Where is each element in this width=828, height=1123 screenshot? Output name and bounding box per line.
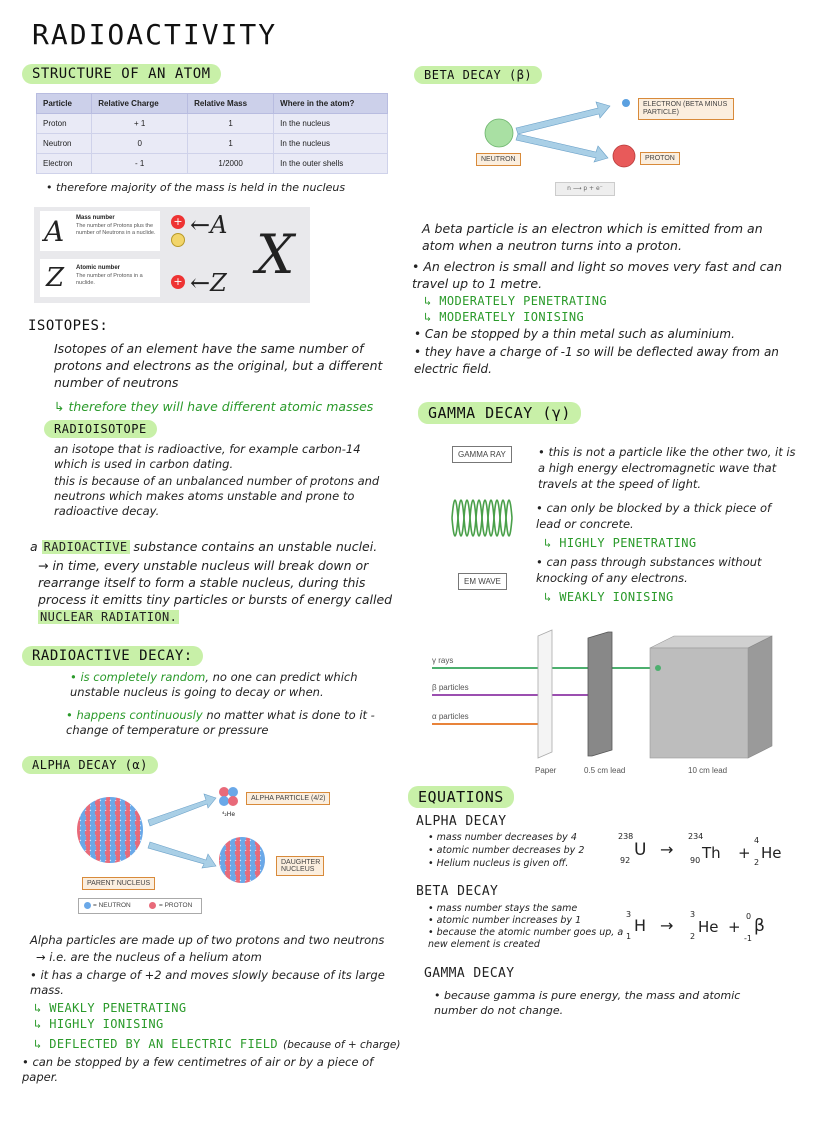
beta-moderately-penetrating: ↳ MODERATELY PENETRATING (424, 294, 607, 308)
eq-alpha-points (428, 831, 584, 870)
atomic-desc: The number of Protons in a nuclide. (76, 273, 143, 286)
alpha-deflected-label: ↳ DEFLECTED BY AN ELECTRIC FIELD (34, 1037, 278, 1051)
radioisotope-text-1: an isotope that is radioactive, for example carbon-14 which is used in carbon dating. (54, 442, 361, 471)
gamma-highly-penetrating: ↳ HIGHLY PENETRATING (544, 536, 697, 550)
gamma-heading: GAMMA DECAY (γ) (418, 402, 581, 424)
equations-heading: EQUATIONS (408, 786, 514, 808)
alpha-equation (616, 832, 796, 872)
atomic-letter: Z (46, 263, 65, 293)
eq-beta-points (428, 903, 624, 951)
arrow-down-icon (148, 842, 216, 868)
isotopes-heading: ISOTOPES: (22, 316, 114, 336)
table-cell: In the nucleus (274, 114, 388, 134)
element-x: X (256, 223, 295, 286)
beta-text-1: A beta particle is an electron which is emitted from an atom when a neutron turns into a proton. (422, 221, 763, 253)
ra-highlight: RADIOACTIVE (43, 540, 128, 554)
nucleus-legend (78, 898, 202, 914)
eq-num: 1 (626, 932, 632, 941)
table-header: Relative Charge (92, 94, 188, 114)
eq-symbol: He (761, 844, 782, 862)
unstable-nucleus-text (38, 557, 398, 626)
eq-symbol: U (634, 840, 647, 860)
beta-particles-label: β particles (432, 683, 469, 692)
table-cell: Neutron (37, 134, 92, 154)
daughter-nucleus-icon (219, 837, 265, 883)
alpha-weakly-penetrating: ↳ WEAKLY PENETRATING (34, 1001, 187, 1015)
table-cell: 1 (188, 114, 274, 134)
arrow-z: ←Z (190, 269, 227, 297)
eq-symbol: β (754, 916, 765, 936)
particle-table (36, 93, 388, 174)
alpha-deflected-note: (because of + charge) (283, 1039, 401, 1051)
radioisotope-heading: RADIOISOTOPE (44, 420, 157, 438)
eq-num: 90 (690, 856, 701, 865)
beta-equation (624, 910, 794, 950)
table-cell: 0 (92, 134, 188, 154)
proton-legend-label: = PROTON (159, 902, 193, 909)
proton-icon: + (171, 215, 185, 229)
eq-arrow: → (660, 916, 674, 935)
table-header: Relative Mass (188, 94, 274, 114)
mass-desc: The number of Protons plus the number of Neutrons in a nuclide. (76, 223, 156, 236)
decay-continuous-rest: no matter what is done to it - change of temperature or pressure (66, 708, 375, 737)
neutron-icon (485, 119, 513, 147)
alpha-highly-ionising: ↳ HIGHLY IONISING (34, 1017, 164, 1031)
mass-letter: A (44, 215, 65, 248)
nuclide-panel (34, 207, 310, 303)
isotopes-text: Isotopes of an element have the same number of protons and electrons as the original, but a different number of neutrons (54, 341, 383, 390)
eq-alpha-point: • atomic number decreases by 2 (428, 845, 585, 856)
neutron-legend-label: = NEUTRON (93, 902, 131, 909)
table-cell: In the nucleus (274, 134, 388, 154)
arrow-a: ←A (190, 211, 228, 239)
gamma-weakly-ionising: ↳ WEAKLY IONISING (544, 590, 674, 604)
table-cell: Electron (37, 154, 92, 174)
lead-05-label: 0.5 cm lead (584, 766, 626, 775)
eq-alpha-point: • Helium nucleus is given off. (428, 858, 569, 869)
beta-text-4: • they have a charge of -1 so will be deflected away from an electric field. (414, 345, 779, 376)
gamma-wave-icon (448, 478, 518, 558)
page-title: RADIOACTIVITY (32, 18, 278, 51)
table-cell: 1/2000 (188, 154, 274, 174)
table-row (37, 114, 388, 134)
gamma-stop-icon (655, 665, 661, 671)
eq-mass: 0 (746, 912, 752, 921)
table-header: Where in the atom? (274, 94, 388, 114)
alpha-text-4: • can be stopped by a few centimetres of air or by a piece of paper. (22, 1055, 374, 1084)
eq-beta-point: • atomic number increases by 1 (428, 915, 582, 926)
beta-equation-box: n ⟶ p + e⁻ (555, 182, 615, 196)
table-cell: + 1 (92, 114, 188, 134)
paper-sheet (538, 630, 552, 758)
proton-legend-icon (149, 902, 156, 909)
eq-num: 2 (754, 858, 760, 867)
parent-label: PARENT NUCLEUS (82, 877, 155, 890)
beta-text-2: • An electron is small and light so moves very fast and can travel up to 1 metre. (412, 259, 783, 291)
ra-prefix: a (30, 539, 38, 554)
penetration-diagram (428, 628, 788, 768)
alpha-heading: ALPHA DECAY (α) (22, 756, 158, 774)
decay-random: is completely random (80, 670, 206, 684)
eq-beta-heading: BETA DECAY (416, 884, 499, 899)
eq-num: 92 (620, 856, 631, 865)
ra-suffix: substance contains an unstable nuclei. (133, 539, 378, 554)
eq-num: 2 (690, 932, 696, 941)
alpha-text-1: Alpha particles are made up of two protons and two neutrons (30, 933, 385, 947)
eq-mass: 3 (626, 910, 632, 919)
table-cell: In the outer shells (274, 154, 388, 174)
beta-heading: BETA DECAY (β) (414, 66, 542, 84)
alpha-particle-label: ALPHA PARTICLE (4/2) (246, 792, 330, 805)
table-header-row (37, 94, 388, 114)
radioisotope-text-2: this is because of an unbalanced number of protons and neutrons which makes atoms unstable and prone to radioactive decay. (54, 474, 380, 518)
neutron-legend-icon (84, 902, 91, 909)
eq-beta-point: • because the atomic number goes up, a new element is created (428, 927, 624, 950)
eq-mass: 234 (688, 832, 704, 841)
eq-num: -1 (744, 934, 752, 943)
radioactive-line (30, 538, 420, 556)
electron-label: ELECTRON (BETA MINUS PARTICLE) (638, 98, 734, 120)
decay-heading: RADIOACTIVE DECAY: (22, 646, 203, 666)
gamma-text-2: • can only be blocked by a thick piece of lead or concrete. (536, 501, 772, 531)
proton-icon (613, 145, 635, 167)
eq-symbol: H (634, 916, 647, 935)
em-wave-label: EM WAVE (458, 573, 507, 590)
table-row (37, 154, 388, 174)
time-text: → in time, every unstable nucleus will break down or rearrange itself to form a stable nucleus, during this process it emitts tiny particles or bursts of energy called (38, 558, 393, 607)
mass-title: Mass number (76, 215, 115, 221)
parent-nucleus-icon (77, 797, 143, 863)
table-row (37, 134, 388, 154)
alpha-particles-label: α particles (432, 712, 469, 721)
mass-note: • therefore majority of the mass is held in the nucleus (46, 181, 346, 194)
alpha-particle-icon (219, 787, 238, 806)
lead-10-front (650, 648, 748, 758)
eq-symbol: Th (702, 844, 721, 862)
eq-beta-point: • mass number stays the same (428, 903, 578, 914)
proton-icon: + (171, 275, 185, 289)
paper-label: Paper (535, 766, 557, 775)
lead-10-label: 10 cm lead (688, 766, 728, 775)
nuclear-radiation: NUCLEAR RADIATION. (40, 610, 178, 624)
alpha-text-3: • it has a charge of +2 and moves slowly because of its large mass. (30, 968, 385, 997)
daughter-label: DAUGHTER NUCLEUS (276, 856, 324, 876)
arrow-down-icon (516, 134, 608, 162)
eq-gamma-text: • because gamma is pure energy, the mass and atomic number do not change. (434, 989, 741, 1017)
electron-icon (622, 99, 630, 107)
atomic-title: Atomic number (76, 265, 121, 271)
alpha-text-2: → i.e. are the nucleus of a helium atom (36, 950, 262, 964)
eq-mass: 3 (690, 910, 696, 919)
neutron-label: NEUTRON (476, 153, 521, 166)
structure-heading: STRUCTURE OF AN ATOM (22, 64, 221, 84)
decay-continuous: happens continuously (76, 708, 203, 722)
helium-label: ⁴₂He (222, 811, 236, 818)
lead-05-sheet (588, 632, 612, 756)
arrow-up-icon (516, 102, 610, 134)
table-cell: 1 (188, 134, 274, 154)
alpha-deflected (34, 1033, 414, 1054)
eq-mass: 4 (754, 836, 760, 845)
gamma-text-3: • can pass through substances without knocking of any electrons. (536, 555, 762, 585)
eq-alpha-heading: ALPHA DECAY (416, 814, 507, 829)
table-cell: Proton (37, 114, 92, 134)
beta-text-3: • Can be stopped by a thin metal such as aluminium. (414, 327, 735, 341)
decay-point-1: • is completely random, no one can predict which unstable nucleus is going to decay or when. (70, 670, 358, 699)
decay-random-rest: , no one can predict which unstable nucleus is going to decay or when. (70, 670, 358, 699)
eq-symbol: He (698, 918, 719, 936)
proton-label: PROTON (640, 152, 680, 165)
lead-10-side (748, 636, 772, 758)
eq-plus: + (738, 844, 751, 862)
eq-plus: + (728, 918, 741, 936)
eq-mass: 238 (618, 832, 634, 841)
eq-gamma-heading: GAMMA DECAY (424, 966, 515, 981)
gamma-rays-label: γ rays (432, 656, 454, 665)
neutron-icon (171, 233, 185, 247)
gamma-ray-label: GAMMA RAY (452, 446, 512, 463)
isotopes-arrow: ↳ therefore they will have different atomic masses (54, 399, 374, 414)
decay-point-2: • happens continuously no matter what is done to it - change of temperature or pressure (66, 708, 375, 737)
arrow-up-icon (148, 794, 216, 826)
eq-alpha-point: • mass number decreases by 4 (428, 832, 577, 843)
eq-arrow: → (660, 840, 674, 859)
gamma-text-1: • this is not a particle like the other two, it is a high energy electromagnetic wave that travels at the speed of light. (538, 445, 796, 491)
beta-moderately-ionising: ↳ MODERATELY IONISING (424, 310, 585, 324)
table-header: Particle (37, 94, 92, 114)
table-cell: - 1 (92, 154, 188, 174)
